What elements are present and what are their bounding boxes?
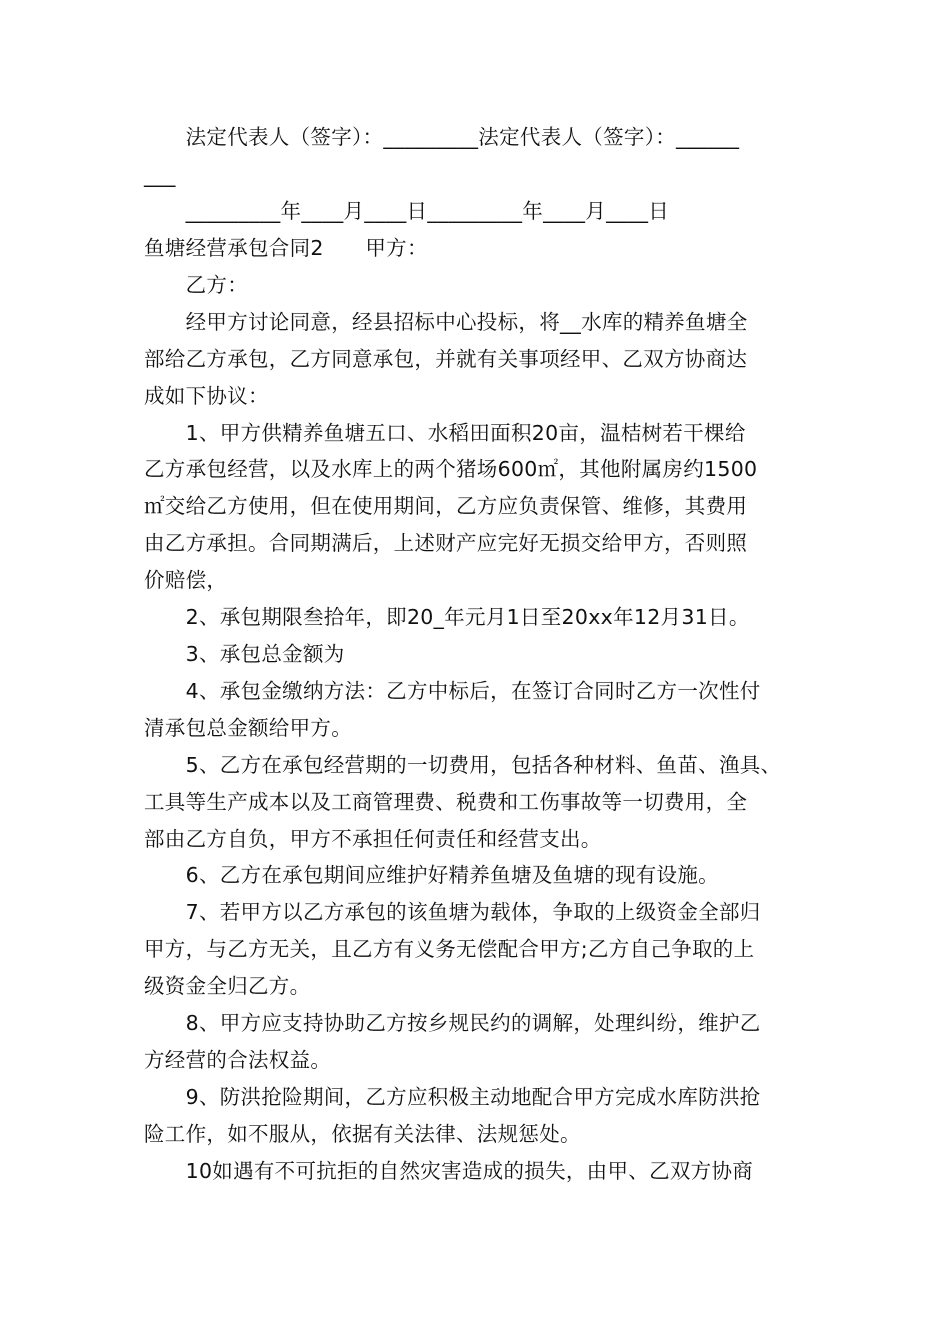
signature-line: 法定代表人（签字）：_________法定代表人（签字）：______ xyxy=(144,125,740,149)
paragraph-line: 部给乙方承包，乙方同意承包，并就有关事项经甲、乙双方协商达 xyxy=(144,347,748,371)
paragraph-line: 成如下协议： xyxy=(144,384,269,408)
clause-7-line: 7、若甲方以乙方承包的该鱼塘为载体，争取的上级资金全部归 xyxy=(144,900,761,924)
clause-5-line: 部由乙方自负，甲方不承担任何责任和经营支出。 xyxy=(144,827,602,851)
clause-1-line: ㎡交给乙方使用，但在使用期间，乙方应负责保管、维修，其费用 xyxy=(144,494,748,518)
signature-line-continued: ___ xyxy=(144,163,176,187)
clause-6-line: 6、乙方在承包期间应维护好精养鱼塘及鱼塘的现有设施。 xyxy=(144,863,719,887)
paragraph-line: 经甲方讨论同意，经县招标中心投标，将__水库的精养鱼塘全 xyxy=(144,310,748,334)
clause-1-line: 乙方承包经营，以及水库上的两个猪场600㎡，其他附属房约1500 xyxy=(144,457,758,481)
clause-4-line: 清承包总金额给甲方。 xyxy=(144,716,352,740)
clause-2-line: 2、承包期限叁拾年，即20_年元月1日至20xx年12月31日。 xyxy=(144,605,750,629)
clause-10-line: 10如遇有不可抗拒的自然灾害造成的损失，由甲、乙双方协商 xyxy=(144,1159,754,1183)
clause-8-line: 方经营的合法权益。 xyxy=(144,1048,332,1072)
contract-title: 鱼塘经营承包合同2 甲方： xyxy=(144,236,428,260)
clause-7-line: 级资金全归乙方。 xyxy=(144,974,311,998)
clause-1-line: 1、甲方供精养鱼塘五口、水稻田面积20亩，温桔树若干棵给 xyxy=(144,421,746,445)
clause-9-line: 险工作，如不服从，依据有关法律、法规惩处。 xyxy=(144,1122,581,1146)
clause-7-line: 甲方，与乙方无关，且乙方有义务无偿配合甲方;乙方自己争取的上 xyxy=(144,937,755,961)
clause-3-line: 3、承包总金额为 xyxy=(144,642,345,666)
clause-5-line: 5、乙方在承包经营期的一切费用，包括各种材料、鱼苗、渔具、 xyxy=(144,753,782,777)
clause-4-line: 4、承包金缴纳方法：乙方中标后，在签订合同时乙方一次性付 xyxy=(144,679,761,703)
clause-9-line: 9、防洪抢险期间，乙方应积极主动地配合甲方完成水库防洪抢 xyxy=(144,1085,761,1109)
party-b-line: 乙方： xyxy=(144,273,248,297)
clause-1-line: 由乙方承担。合同期满后，上述财产应完好无损交给甲方，否则照 xyxy=(144,531,748,555)
date-line: _________年____月____日_________年____月____日 xyxy=(144,199,670,223)
clause-8-line: 8、甲方应支持协助乙方按乡规民约的调解，处理纠纷，维护乙 xyxy=(144,1011,761,1035)
clause-5-line: 工具等生产成本以及工商管理费、税费和工伤事故等一切费用，全 xyxy=(144,790,748,814)
clause-1-line: 价赔偿， xyxy=(144,568,228,592)
